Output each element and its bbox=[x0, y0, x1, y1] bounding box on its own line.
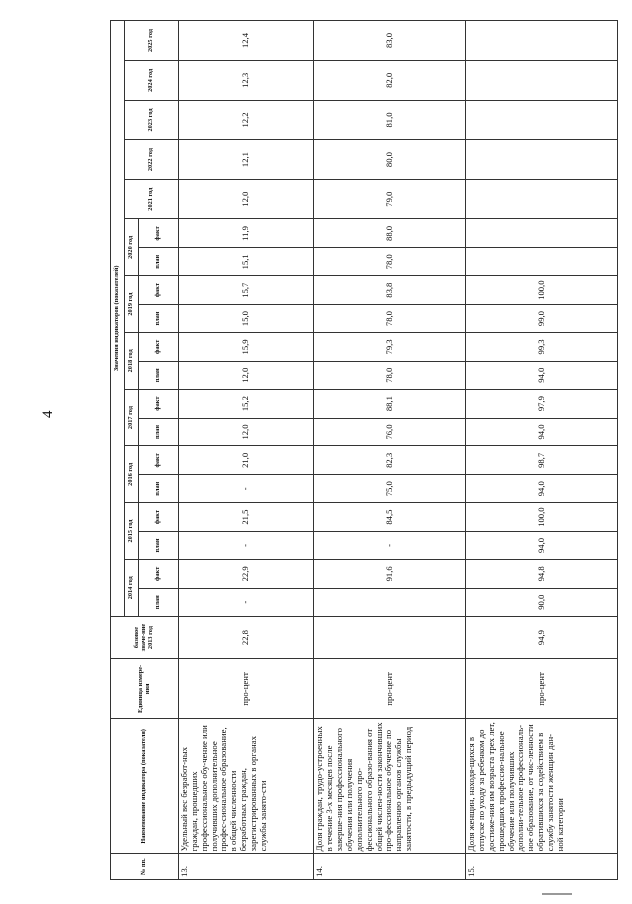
header-fact: факт bbox=[139, 446, 179, 475]
value-cell: 78,0 bbox=[314, 248, 466, 276]
value-cell: 82,3 bbox=[314, 446, 466, 475]
value-cell: 91,6 bbox=[314, 559, 466, 588]
future-value-cell: 81,0 bbox=[314, 100, 466, 140]
value-cell: 94,0 bbox=[466, 475, 618, 503]
value-cell: - bbox=[314, 532, 466, 560]
future-value-cell: 12,1 bbox=[179, 140, 314, 180]
value-cell: 78,0 bbox=[314, 305, 466, 333]
row-number: 15. bbox=[466, 854, 618, 880]
unit-cell: про-цент bbox=[179, 659, 314, 719]
value-cell: - bbox=[179, 532, 314, 560]
header-fact: факт bbox=[139, 219, 179, 248]
value-cell: 98,7 bbox=[466, 446, 618, 475]
header-year: 2014 год bbox=[125, 559, 139, 616]
value-cell: - bbox=[179, 475, 314, 503]
value-cell: 22,9 bbox=[179, 559, 314, 588]
header-fact: факт bbox=[139, 559, 179, 588]
value-cell: 78,0 bbox=[314, 361, 466, 389]
table-row bbox=[314, 21, 466, 880]
page-number: 4 bbox=[40, 410, 56, 418]
unit-cell: про-цент bbox=[314, 659, 466, 719]
header-fact: факт bbox=[139, 503, 179, 532]
table-row bbox=[466, 21, 618, 880]
rotated-table-container bbox=[110, 20, 618, 880]
indicators-table bbox=[110, 20, 618, 880]
value-cell bbox=[314, 588, 466, 616]
future-value-cell: 12,4 bbox=[179, 21, 314, 61]
header-future-year: 2021 год bbox=[125, 179, 179, 219]
value-cell: 94,0 bbox=[466, 532, 618, 560]
value-cell: 94,8 bbox=[466, 559, 618, 588]
value-cell: 79,3 bbox=[314, 332, 466, 361]
header-base: базовое значе-ние 2013 год bbox=[111, 616, 179, 659]
unit-cell: про-цент bbox=[466, 659, 618, 719]
value-cell: 94,0 bbox=[466, 361, 618, 389]
value-cell: 100,0 bbox=[466, 503, 618, 532]
header-fact: факт bbox=[139, 276, 179, 305]
value-cell: 21,5 bbox=[179, 503, 314, 532]
value-cell: 97,9 bbox=[466, 389, 618, 418]
value-cell: 15,7 bbox=[179, 276, 314, 305]
value-cell: 84,5 bbox=[314, 503, 466, 532]
value-cell: 15,1 bbox=[179, 248, 314, 276]
future-value-cell: 83,0 bbox=[314, 21, 466, 61]
header-plan: план bbox=[139, 248, 179, 276]
value-cell bbox=[466, 248, 618, 276]
header-year: 2019 год bbox=[125, 276, 139, 333]
row-number: 13. bbox=[179, 854, 314, 880]
row-number: 14. bbox=[314, 854, 466, 880]
value-cell: 99,0 bbox=[466, 305, 618, 333]
header-plan: план bbox=[139, 588, 179, 616]
header-future-year: 2024 год bbox=[125, 61, 179, 101]
future-value-cell: 82,0 bbox=[314, 61, 466, 101]
header-year: 2015 год bbox=[125, 503, 139, 560]
header-plan: план bbox=[139, 305, 179, 333]
value-cell: 12,0 bbox=[179, 418, 314, 446]
header-fact: факт bbox=[139, 389, 179, 418]
value-cell: 90,0 bbox=[466, 588, 618, 616]
header-future-year: 2023 год bbox=[125, 100, 179, 140]
value-cell: 76,0 bbox=[314, 418, 466, 446]
value-cell: 21,0 bbox=[179, 446, 314, 475]
header-plan: план bbox=[139, 532, 179, 560]
value-cell: 99,3 bbox=[466, 332, 618, 361]
base-value: 22,8 bbox=[179, 616, 314, 659]
header-future-year: 2025 год bbox=[125, 21, 179, 61]
future-value-cell: 12,2 bbox=[179, 100, 314, 140]
header-plan: план bbox=[139, 475, 179, 503]
header-fact: факт bbox=[139, 332, 179, 361]
value-cell bbox=[466, 219, 618, 248]
base-value: 94,9 bbox=[466, 616, 618, 659]
header-year: 2018 год bbox=[125, 332, 139, 389]
base-value bbox=[314, 616, 466, 659]
indicator-name: Удельный вес безработ-ных граждан, прошедших профессиональное обу-чение или получивших дополнительное профес-сиональное образование, в общей численности безработных граждан, зарегистрированных в органах службы занято-сти bbox=[179, 719, 314, 854]
value-cell: 75,0 bbox=[314, 475, 466, 503]
future-value-cell bbox=[466, 179, 618, 219]
value-cell: 88,1 bbox=[314, 389, 466, 418]
header-year: 2016 год bbox=[125, 446, 139, 503]
value-cell: 15,2 bbox=[179, 389, 314, 418]
value-cell: - bbox=[179, 588, 314, 616]
header-plan: план bbox=[139, 418, 179, 446]
header-name: Наименование индикатора (показателя) bbox=[111, 719, 179, 854]
future-value-cell bbox=[466, 140, 618, 180]
value-cell: 11,9 bbox=[179, 219, 314, 248]
value-cell: 83,8 bbox=[314, 276, 466, 305]
header-plan: план bbox=[139, 361, 179, 389]
table-row bbox=[179, 21, 314, 880]
value-cell: 88,0 bbox=[314, 219, 466, 248]
indicator-name: Доля граждан, трудо-устроенных в течение 3-х месяцев после заверше-ния профессионального обучения или получения дополнительного про-фессионального образо-вания от общей числен-ности закончивших про-фессиональное обучение по направлению органов службы занятости, в предыдущий период bbox=[314, 719, 466, 854]
future-value-cell bbox=[466, 61, 618, 101]
future-value-cell: 12,0 bbox=[179, 179, 314, 219]
value-cell: 94,0 bbox=[466, 418, 618, 446]
value-cell: 15,9 bbox=[179, 332, 314, 361]
value-cell: 15,0 bbox=[179, 305, 314, 333]
future-value-cell: 79,0 bbox=[314, 179, 466, 219]
value-cell: 12,0 bbox=[179, 361, 314, 389]
future-value-cell: 12,3 bbox=[179, 61, 314, 101]
scan-mark bbox=[542, 893, 572, 895]
future-value-cell bbox=[466, 21, 618, 61]
header-num: № пп. bbox=[111, 854, 179, 880]
header-future-year: 2022 год bbox=[125, 140, 179, 180]
value-cell: 100,0 bbox=[466, 276, 618, 305]
header-year: 2017 год bbox=[125, 389, 139, 446]
future-value-cell: 80,0 bbox=[314, 140, 466, 180]
indicator-name: Доля женщин, находя-щихся в отпуске по уходу за ребенком до достиже-ния им возраста трех лет, прошедших профессио-нальное обучение или получивших дополни-тельное профессиональ-ное образование, от чис-ленности обратившихся за содействием в службу занятости женщин дан-ной категории bbox=[466, 719, 618, 854]
header-unit: Единица измере-ния bbox=[111, 659, 179, 719]
header-values-group: Значения индикаторов (показателей) bbox=[111, 21, 125, 617]
future-value-cell bbox=[466, 100, 618, 140]
header-year: 2020 год bbox=[125, 219, 139, 276]
